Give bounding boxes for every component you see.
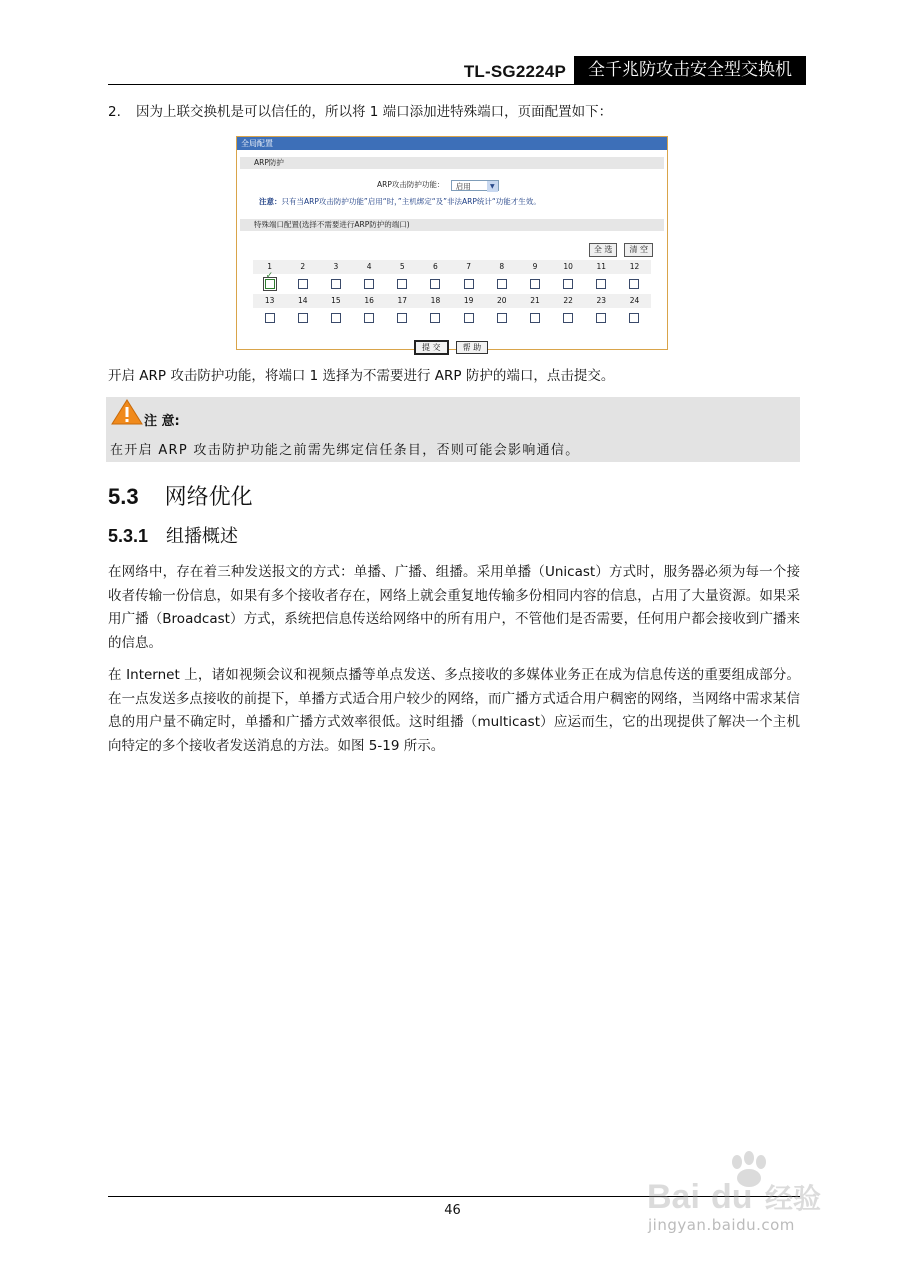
- panel-note: [259, 196, 541, 207]
- port-cell-14: [286, 311, 319, 325]
- port-checkbox-11[interactable]: [596, 279, 606, 289]
- port-label-1: 1: [267, 262, 272, 271]
- arp-label: ARP攻击防护功能：: [377, 180, 445, 189]
- chevron-down-icon: ▼: [487, 181, 498, 192]
- step-number: 2.: [108, 104, 121, 120]
- port-checkbox-row-2: [253, 311, 651, 325]
- port-cell-22: [552, 311, 585, 325]
- port-checkbox-23[interactable]: [596, 313, 606, 323]
- port-label-19: 19: [463, 296, 474, 305]
- port-checkbox-17[interactable]: [397, 313, 407, 323]
- port-label-2: 2: [300, 262, 306, 271]
- port-cell-4: [353, 277, 386, 291]
- warning-icon: [110, 397, 144, 427]
- port-cell-3: [319, 277, 352, 291]
- arp-section-header: ARP防护: [240, 157, 664, 169]
- port-checkbox-20[interactable]: [497, 313, 507, 323]
- global-config-panel: [236, 136, 668, 350]
- port-cell-5: [386, 277, 419, 291]
- subsection-title: 组播概述: [166, 526, 239, 547]
- port-label-17: 17: [397, 296, 408, 305]
- port-cell-19: [452, 311, 485, 325]
- body-paragraph-1: 在网络中，存在着三种发送报文的方式：单播、广播、组播。采用单播（Unicast）方式时，服务器必须为每一个接收者传输一份信息，如果有多个接收者存在，网络上就会重复地传输多份相同内容的信息，占用了大量资源。如果采用广播（Broadcast）方式，系统把信息传送给网络中的所有用户，不管他们是否需要，任何用户都会接收到广播来的信息。: [108, 564, 800, 651]
- port-checkbox-12[interactable]: [629, 279, 639, 289]
- section-number: 5.3: [108, 484, 139, 509]
- help-button[interactable]: 帮 助: [456, 341, 489, 354]
- port-label-15: 15: [331, 296, 341, 305]
- svg-text:Bai: Bai: [647, 1178, 700, 1216]
- watermark-url: jingyan.baidu.com: [648, 1216, 795, 1234]
- special-port-section-header: 特殊端口配置(选择不需要进行ARP防护的端口): [240, 219, 664, 231]
- port-label-8: 8: [499, 262, 505, 271]
- port-cell-9: [518, 277, 551, 291]
- port-label-22: 22: [563, 296, 573, 305]
- header-title: 全千兆防攻击安全型交换机: [574, 56, 806, 84]
- port-cell-2: [286, 277, 319, 291]
- submit-button[interactable]: 提 交: [414, 340, 449, 355]
- port-checkbox-5[interactable]: [397, 279, 407, 289]
- port-cell-1: [253, 277, 286, 291]
- step-text: 因为上联交换机是可以信任的，所以将 1 端口添加进特殊端口，页面配置如下：: [136, 104, 613, 120]
- port-cell-10: [552, 277, 585, 291]
- port-label-20: 20: [497, 296, 507, 305]
- port-label-21: 21: [530, 296, 540, 305]
- note-title: 注 意:: [144, 414, 180, 429]
- port-label-14: 14: [297, 296, 308, 305]
- panel-title: 全局配置: [237, 137, 667, 150]
- arp-select-value: 启用: [455, 181, 471, 191]
- select-buttons: [587, 237, 653, 257]
- port-label-13: 13: [264, 296, 275, 305]
- port-checkbox-19[interactable]: [464, 313, 474, 323]
- port-checkbox-18[interactable]: [430, 313, 440, 323]
- port-cell-13: [253, 311, 286, 325]
- port-label-24: 24: [629, 296, 640, 305]
- port-label-row-1: [253, 260, 651, 274]
- port-cell-20: [485, 311, 518, 325]
- page-number: 46: [444, 1203, 461, 1218]
- port-checkbox-15[interactable]: [331, 313, 341, 323]
- port-checkbox-16[interactable]: [364, 313, 374, 323]
- port-checkbox-3[interactable]: [331, 279, 341, 289]
- port-checkbox-4[interactable]: [364, 279, 374, 289]
- page-header: [108, 48, 806, 85]
- select-all-button[interactable]: 全 选: [589, 243, 618, 257]
- clear-button[interactable]: 清 空: [624, 243, 653, 257]
- port-label-9: 9: [532, 262, 538, 271]
- port-cell-6: [419, 277, 452, 291]
- port-cell-17: [386, 311, 419, 325]
- port-grid: [253, 260, 651, 328]
- subsection-heading: [108, 522, 238, 548]
- port-checkbox-6[interactable]: [430, 279, 440, 289]
- port-cell-21: [518, 311, 551, 325]
- arp-setting-row: [377, 179, 499, 191]
- port-checkbox-focus-1: [263, 277, 277, 291]
- port-checkbox-8[interactable]: [497, 279, 507, 289]
- port-label-11: 11: [596, 262, 607, 271]
- panel-footer-buttons: [414, 335, 490, 355]
- port-label-4: 4: [366, 262, 372, 271]
- port-checkbox-1[interactable]: [265, 279, 275, 289]
- section-heading: [108, 480, 253, 511]
- port-label-23: 23: [596, 296, 607, 305]
- port-label-18: 18: [430, 296, 441, 305]
- port-label-16: 16: [364, 296, 374, 305]
- panel-note-text: 只有当ARP攻击防护功能”启用“时，”主机绑定“及”非法ARP统计“功能才生效。: [281, 197, 541, 206]
- step-paragraph: [108, 101, 800, 123]
- svg-text:du: du: [711, 1178, 753, 1216]
- port-checkbox-10[interactable]: [563, 279, 573, 289]
- port-cell-24: [618, 311, 651, 325]
- subsection-number: 5.3.1: [108, 526, 149, 546]
- port-cell-11: [585, 277, 618, 291]
- port-cell-15: [319, 311, 352, 325]
- port-cell-23: [585, 311, 618, 325]
- port-label-3: 3: [333, 262, 339, 271]
- note-box: [106, 397, 800, 462]
- port-cell-16: [353, 311, 386, 325]
- port-cell-12: [618, 277, 651, 291]
- port-checkbox-22[interactable]: [563, 313, 573, 323]
- port-checkbox-13[interactable]: [265, 313, 275, 323]
- port-label-12: 12: [629, 262, 640, 271]
- body-paragraph-2: 在 Internet 上，诸如视频会议和视频点播等单点发送、多点接收的多媒体业务正在成为信息传送的重要组成部分。在一点发送多点接收的前提下，单播方式适合用户较少的网络，而广播方式适合用户稠密的网络，当网络中需求某信息的用户量不确定时，单播和广播方式效率很低。这时组播（multicast）应运而生，它的出现提供了解决一个主机向特定的多个接收者发送消息的方法。如图 5-19 所示。: [108, 667, 800, 754]
- arp-select[interactable]: [451, 180, 499, 191]
- port-cell-7: [452, 277, 485, 291]
- port-checkbox-14[interactable]: [298, 313, 308, 323]
- note-text: 在开启 ARP 攻击防护功能之前需先绑定信任条目，否则可能会影响通信。: [110, 443, 580, 458]
- port-label-5: 5: [399, 262, 405, 271]
- port-checkbox-24[interactable]: [629, 313, 639, 323]
- port-label-10: 10: [563, 262, 573, 271]
- port-cell-18: [419, 311, 452, 325]
- port-label-row-2: [253, 294, 651, 308]
- port-cell-8: [485, 277, 518, 291]
- header-model: TL-SG2224P: [463, 62, 566, 81]
- after-text: 开启 ARP 攻击防护功能，将端口 1 选择为不需要进行 ARP 防护的端口，点击提交。: [108, 368, 615, 384]
- port-checkbox-row-1: [253, 277, 651, 291]
- port-checkbox-7[interactable]: [464, 279, 474, 289]
- panel-note-key: 注意：: [259, 197, 282, 206]
- section-title: 网络优化: [164, 485, 253, 510]
- port-checkbox-2[interactable]: [298, 279, 308, 289]
- port-checkbox-9[interactable]: [530, 279, 540, 289]
- port-label-7: 7: [466, 262, 471, 271]
- port-checkbox-21[interactable]: [530, 313, 540, 323]
- svg-text:经验: 经验: [765, 1182, 822, 1215]
- port-label-6: 6: [433, 262, 438, 271]
